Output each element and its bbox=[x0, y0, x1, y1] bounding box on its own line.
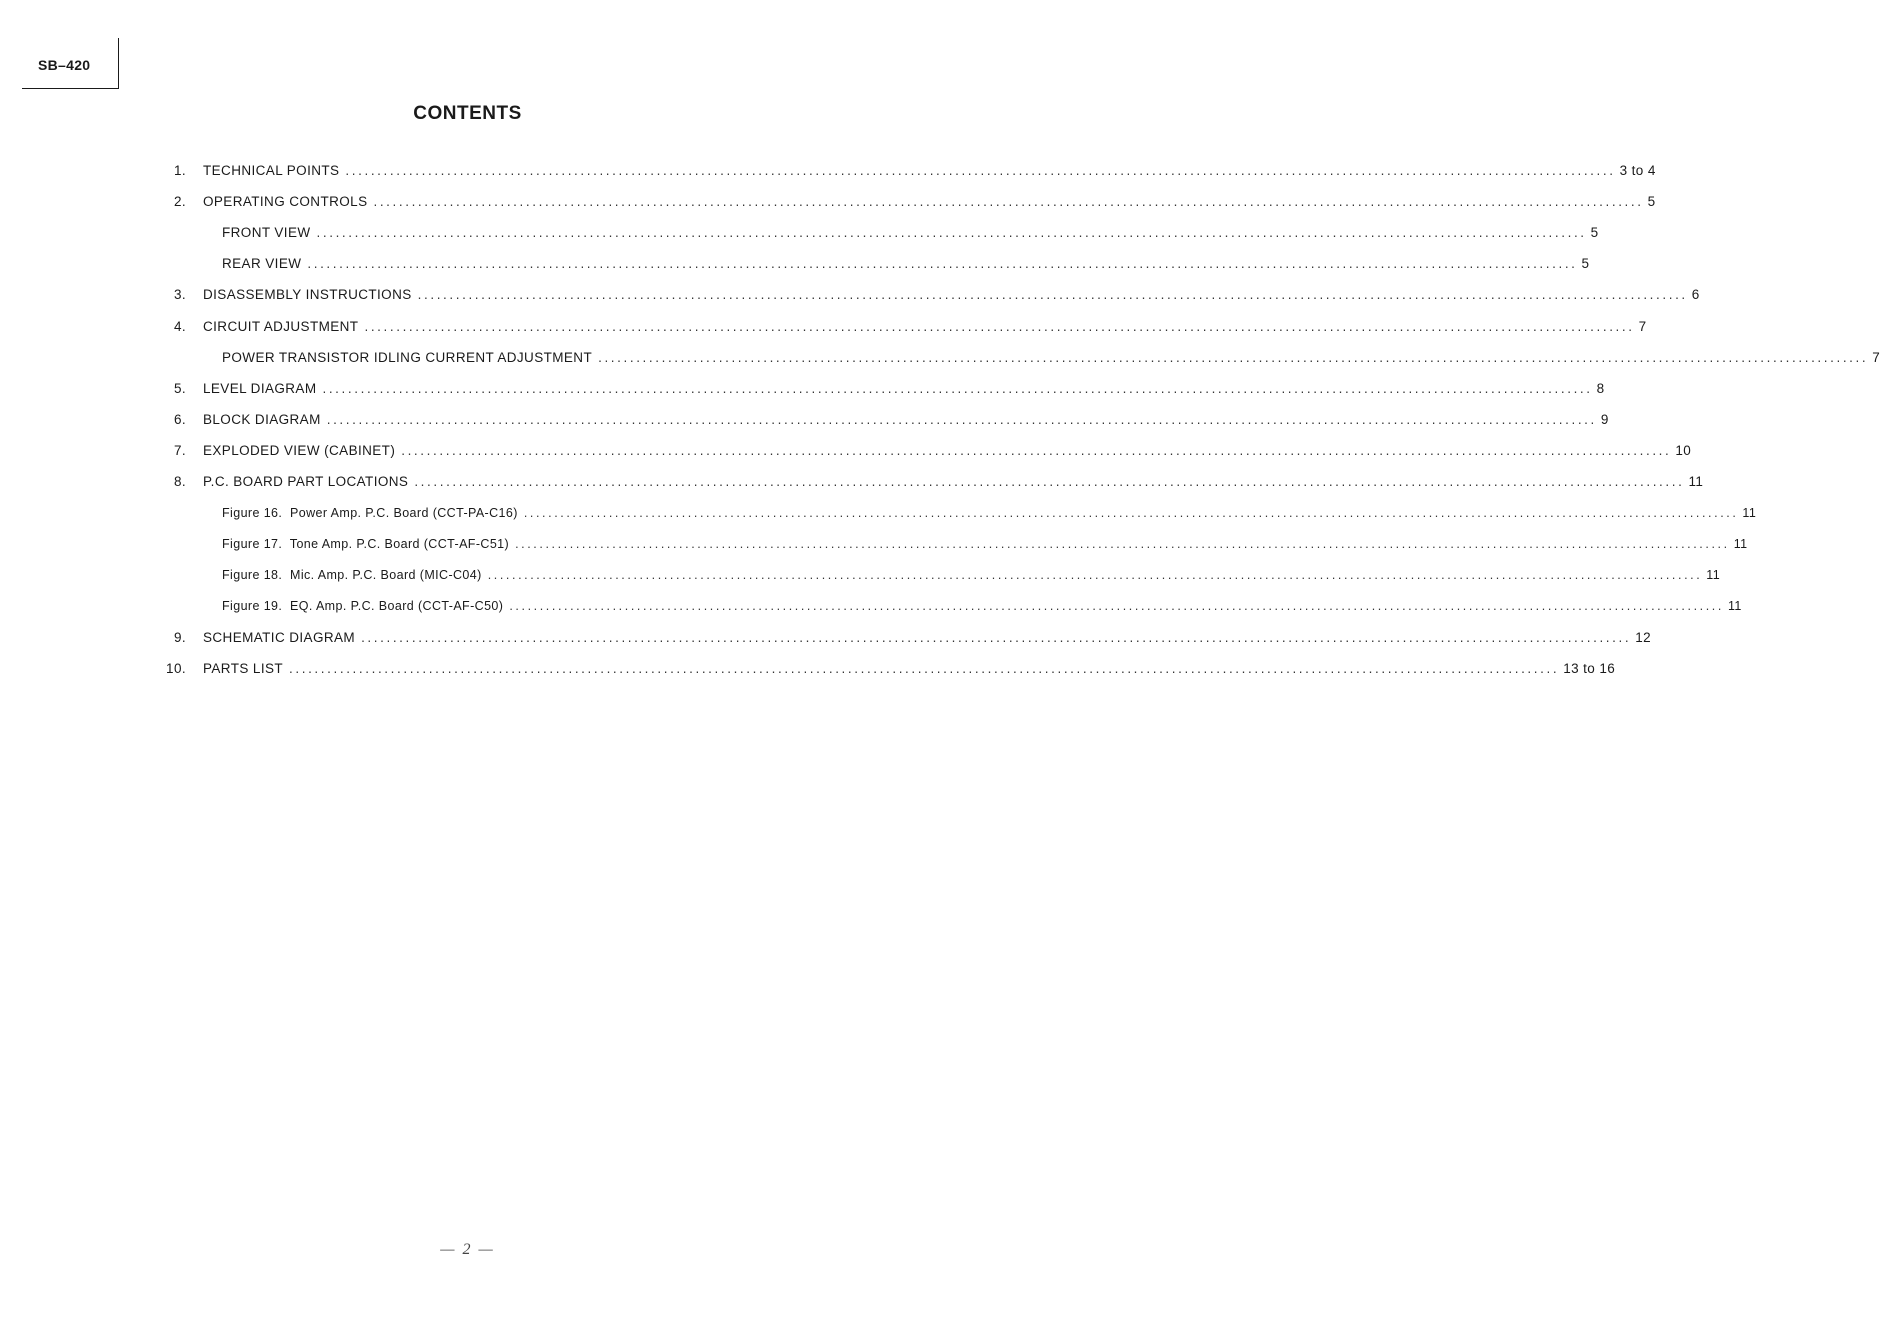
toc-entry-number: 3. bbox=[173, 287, 186, 303]
toc-entry bbox=[160, 472, 1704, 492]
toc-entry-page: 5 bbox=[1581, 256, 1590, 272]
toc-entry-title: Figure 17. Tone Amp. P.C. Board (CCT-AF-C51) bbox=[222, 537, 510, 552]
toc-entry-title: SCHEMATIC DIAGRAM bbox=[203, 629, 356, 645]
toc-entry-page: 11 bbox=[1688, 474, 1704, 489]
toc-entry-title: P.C. BOARD PART LOCATIONS bbox=[203, 474, 409, 489]
toc-entry-page: 5 bbox=[1590, 225, 1599, 241]
toc-entry-line bbox=[203, 192, 1656, 212]
toc-entry-page: 10 bbox=[1675, 442, 1692, 458]
toc-entry-title: REAR VIEW bbox=[222, 256, 302, 272]
toc-entry bbox=[160, 596, 1742, 616]
toc-entry-page: 11 bbox=[1742, 506, 1757, 521]
toc-entry-title: Figure 19. EQ. Amp. P.C. Board (CCT-AF-C50) bbox=[222, 599, 504, 614]
toc-entry-page: 13 to 16 bbox=[1563, 660, 1616, 676]
dot-leader: ........................................................................................................................................................................................................ bbox=[322, 380, 1593, 396]
toc-entry bbox=[160, 254, 1590, 274]
toc-entry-title: CIRCUIT ADJUSTMENT bbox=[203, 318, 359, 334]
dot-leader: ........................................................................................................................................................................................................ bbox=[598, 349, 1869, 365]
toc-entry bbox=[160, 628, 1652, 648]
toc-entry-title: EXPLODED VIEW (CABINET) bbox=[203, 442, 396, 458]
model-number: SB–420 bbox=[38, 57, 91, 73]
toc-entry-line bbox=[203, 410, 1609, 430]
dot-leader: ........................................................................................................................................................................................................ bbox=[515, 537, 1730, 552]
dot-leader: ........................................................................................................................................................................................................ bbox=[509, 599, 1724, 614]
toc-entry bbox=[160, 410, 1609, 430]
toc-entry-title: Figure 18. Mic. Amp. P.C. Board (MIC-C04) bbox=[222, 568, 482, 583]
dot-leader: ........................................................................................................................................................................................................ bbox=[523, 506, 1739, 521]
dot-leader: ........................................................................................................................................................................................................ bbox=[361, 629, 1632, 645]
dot-leader: ........................................................................................................................................................................................................ bbox=[316, 225, 1587, 241]
toc-entry-line bbox=[222, 223, 1599, 243]
dot-leader: ........................................................................................................................................................................................................ bbox=[307, 256, 1578, 272]
model-number-box bbox=[22, 38, 119, 89]
toc-entry-line bbox=[222, 596, 1742, 616]
toc-entry bbox=[160, 192, 1656, 212]
toc-entry-title: LEVEL DIAGRAM bbox=[203, 380, 317, 396]
page-number: — 2 — bbox=[440, 1241, 495, 1258]
toc-entry-title: POWER TRANSISTOR IDLING CURRENT ADJUSTMENT bbox=[222, 349, 593, 365]
toc-entry-line bbox=[203, 285, 1700, 305]
toc-entry-number: 9. bbox=[173, 629, 186, 645]
toc-entry-page: 6 bbox=[1691, 287, 1700, 303]
toc-entry-title: BLOCK DIAGRAM bbox=[203, 411, 321, 427]
toc-entry-title: TECHNICAL POINTS bbox=[203, 163, 340, 178]
toc-entry-line bbox=[222, 503, 1757, 523]
toc-entry-number: 10. bbox=[166, 660, 186, 676]
toc-entry-line bbox=[222, 254, 1590, 274]
toc-entry-line bbox=[203, 161, 1656, 181]
toc-entry-line bbox=[203, 628, 1652, 648]
toc-entry-line bbox=[203, 379, 1605, 399]
toc-entry-number: 7. bbox=[173, 442, 186, 458]
toc-entry bbox=[160, 503, 1757, 523]
toc-entry bbox=[160, 317, 1647, 337]
toc-entry-page: 5 bbox=[1647, 194, 1656, 210]
toc-entry-line bbox=[203, 441, 1692, 461]
dot-leader: ........................................................................................................................................................................................................ bbox=[364, 318, 1635, 334]
toc-entry-line bbox=[222, 565, 1721, 585]
toc-entry-number: 2. bbox=[173, 194, 186, 210]
toc-entry-page: 11 bbox=[1727, 599, 1742, 614]
toc-entry-page: 8 bbox=[1596, 380, 1605, 396]
toc-entry bbox=[160, 285, 1700, 305]
toc-entry-line bbox=[203, 659, 1616, 679]
toc-entry bbox=[160, 348, 1880, 368]
toc-entry-number: 4. bbox=[173, 318, 186, 334]
toc-entry-page: 3 to 4 bbox=[1619, 163, 1656, 178]
toc-entry-title: FRONT VIEW bbox=[222, 225, 311, 241]
dot-leader: ........................................................................................................................................................................................................ bbox=[487, 568, 1703, 583]
toc-entry-page: 7 bbox=[1872, 349, 1880, 365]
toc-entry-line bbox=[203, 317, 1647, 337]
toc-entry-page: 9 bbox=[1600, 411, 1609, 427]
toc-entry bbox=[160, 161, 1656, 181]
toc-entry-page: 7 bbox=[1638, 318, 1647, 334]
toc-entry-page: 11 bbox=[1733, 537, 1748, 552]
toc-entry bbox=[160, 659, 1616, 679]
dot-leader: ........................................................................................................................................................................................................ bbox=[345, 163, 1616, 178]
toc-entry-line bbox=[222, 348, 1880, 368]
dot-leader: ........................................................................................................................................................................................................ bbox=[417, 287, 1688, 303]
toc-entry-title: PARTS LIST bbox=[203, 660, 284, 676]
toc-entry bbox=[160, 379, 1605, 399]
toc-entry-title: Figure 16. Power Amp. P.C. Board (CCT-PA-C16) bbox=[222, 506, 518, 521]
toc-entry-page: 12 bbox=[1635, 629, 1652, 645]
toc-entry-line bbox=[203, 472, 1704, 492]
dot-leader: ........................................................................................................................................................................................................ bbox=[373, 194, 1644, 210]
page-title: CONTENTS bbox=[413, 103, 522, 124]
dot-leader: ........................................................................................................................................................................................................ bbox=[401, 442, 1672, 458]
toc-entry-number: 6. bbox=[173, 411, 186, 427]
toc-entry-number: 8. bbox=[173, 474, 186, 489]
toc-entry bbox=[160, 534, 1748, 554]
dot-leader: ........................................................................................................................................................................................................ bbox=[326, 411, 1597, 427]
dot-leader: ........................................................................................................................................................................................................ bbox=[414, 474, 1685, 489]
toc-entry-line bbox=[222, 534, 1748, 554]
toc-entry bbox=[160, 565, 1721, 585]
toc-entry-title: DISASSEMBLY INSTRUCTIONS bbox=[203, 287, 412, 303]
toc-entry-number: 5. bbox=[173, 380, 186, 396]
dot-leader: ........................................................................................................................................................................................................ bbox=[289, 660, 1560, 676]
toc-entry bbox=[160, 223, 1599, 243]
toc-entry-number: 1. bbox=[173, 163, 186, 178]
toc-entry-title: OPERATING CONTROLS bbox=[203, 194, 368, 210]
toc-entry-page: 11 bbox=[1706, 568, 1721, 583]
toc-entry bbox=[160, 441, 1692, 461]
